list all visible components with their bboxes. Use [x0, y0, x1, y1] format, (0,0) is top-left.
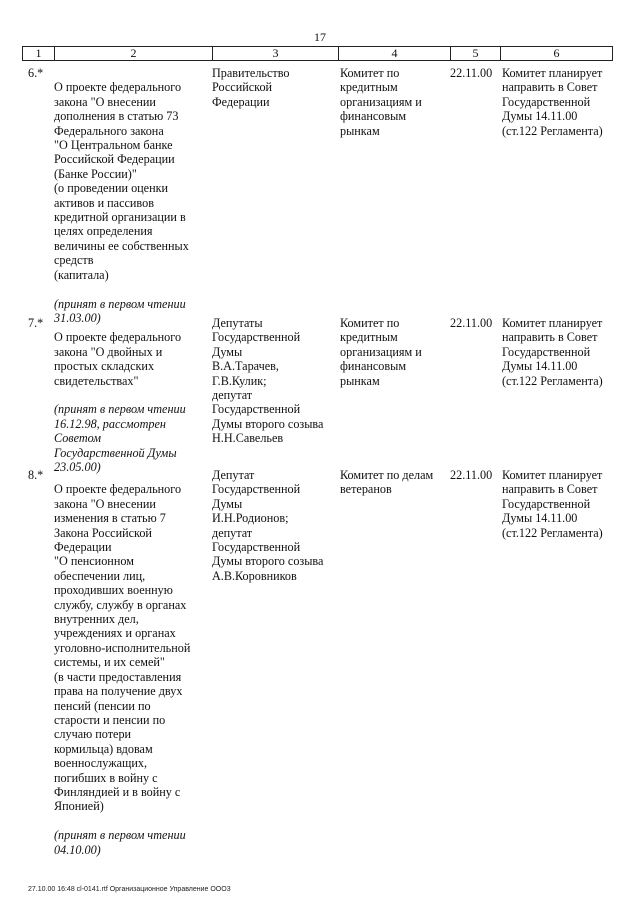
bill-title: О проекте федерального закона "О двойных и простых складских свидетельствах"	[54, 330, 182, 388]
bill-description	[54, 468, 234, 871]
column-header-table	[22, 46, 613, 61]
agenda-row	[22, 316, 612, 475]
bill-title: О проекте федерального закона "О внесении дополнения в статью 73 Федерального закона "О Центральном банке Российской Федерации (Банке России)" (о проведении оценки активов и пассивов кредитной организации в целях определения величины ее собственных средств (капитала)	[54, 80, 189, 282]
column-header: 5	[451, 47, 501, 61]
committee-decision: Комитет планирует направить в Совет Государственной Думы 14.11.00 (ст.122 Регламента)	[502, 468, 603, 540]
page-number: 17	[314, 30, 326, 44]
committee-decision: Комитет планирует направить в Совет Государственной Думы 14.11.00 (ст.122 Регламента)	[502, 66, 603, 138]
bill-author: Депутат Государственной Думы И.Н.Родионов; депутат Государственной Думы второго созыва А.В.Коровников	[212, 468, 324, 583]
bill-description	[54, 316, 234, 489]
reading-note: (принят в первом чтении 04.10.00)	[54, 828, 186, 857]
reading-note: (принят в первом чтении 16.12.98, рассмотрен Советом Государственной Думы 23.05.00)	[54, 402, 186, 475]
bill-title: О проекте федерального закона "О внесении изменения в статью 7 Закона Российской Федерации "О пенсионном обеспечении лиц, проходивших военную службу, службу в органах внутренних дел, учреждениях и органах уголовно-исполнительной системы, и их семей" (в части предоставления права на получение двух пенсий (пенсии по старости и пенсии по случаю потери кормильца) вдовам военнослужащих, погибших в войну с Финляндией и в войну с Японией)	[54, 482, 191, 814]
responsible-committee: Комитет по кредитным организациям и финансовым рынкам	[340, 66, 422, 138]
item-number: 7.*	[28, 316, 44, 330]
responsible-committee: Комитет по делам ветеранов	[340, 468, 434, 497]
column-header: 2	[55, 47, 213, 61]
responsible-committee: Комитет по кредитным организациям и финансовым рынкам	[340, 316, 422, 388]
column-header: 4	[339, 47, 451, 61]
bill-description	[54, 66, 234, 340]
document-footer: 27.10.00 16:48 cl-0141.rtf Организационное Управление ООО3	[28, 886, 231, 893]
committee-decision: Комитет планирует направить в Совет Государственной Думы 14.11.00 (ст.122 Регламента)	[502, 316, 603, 388]
bill-author: Депутаты Государственной Думы В.А.Тарачев, Г.В.Кулик; депутат Государственной Думы второго созыва Н.Н.Савельев	[212, 316, 324, 446]
agenda-row	[22, 468, 612, 857]
column-header: 1	[23, 47, 55, 61]
review-date: 22.11.00	[450, 316, 493, 330]
item-number: 6.*	[28, 66, 44, 80]
item-number: 8.*	[28, 468, 44, 482]
column-header: 6	[501, 47, 613, 61]
reading-note: (принят в первом чтении 31.03.00)	[54, 296, 186, 325]
column-header-row	[23, 47, 613, 61]
bill-author: Правительство Российской Федерации	[212, 66, 290, 109]
review-date: 22.11.00	[450, 66, 493, 80]
agenda-items	[22, 66, 612, 857]
agenda-row	[22, 66, 612, 325]
column-header: 3	[213, 47, 339, 61]
review-date: 22.11.00	[450, 468, 493, 482]
